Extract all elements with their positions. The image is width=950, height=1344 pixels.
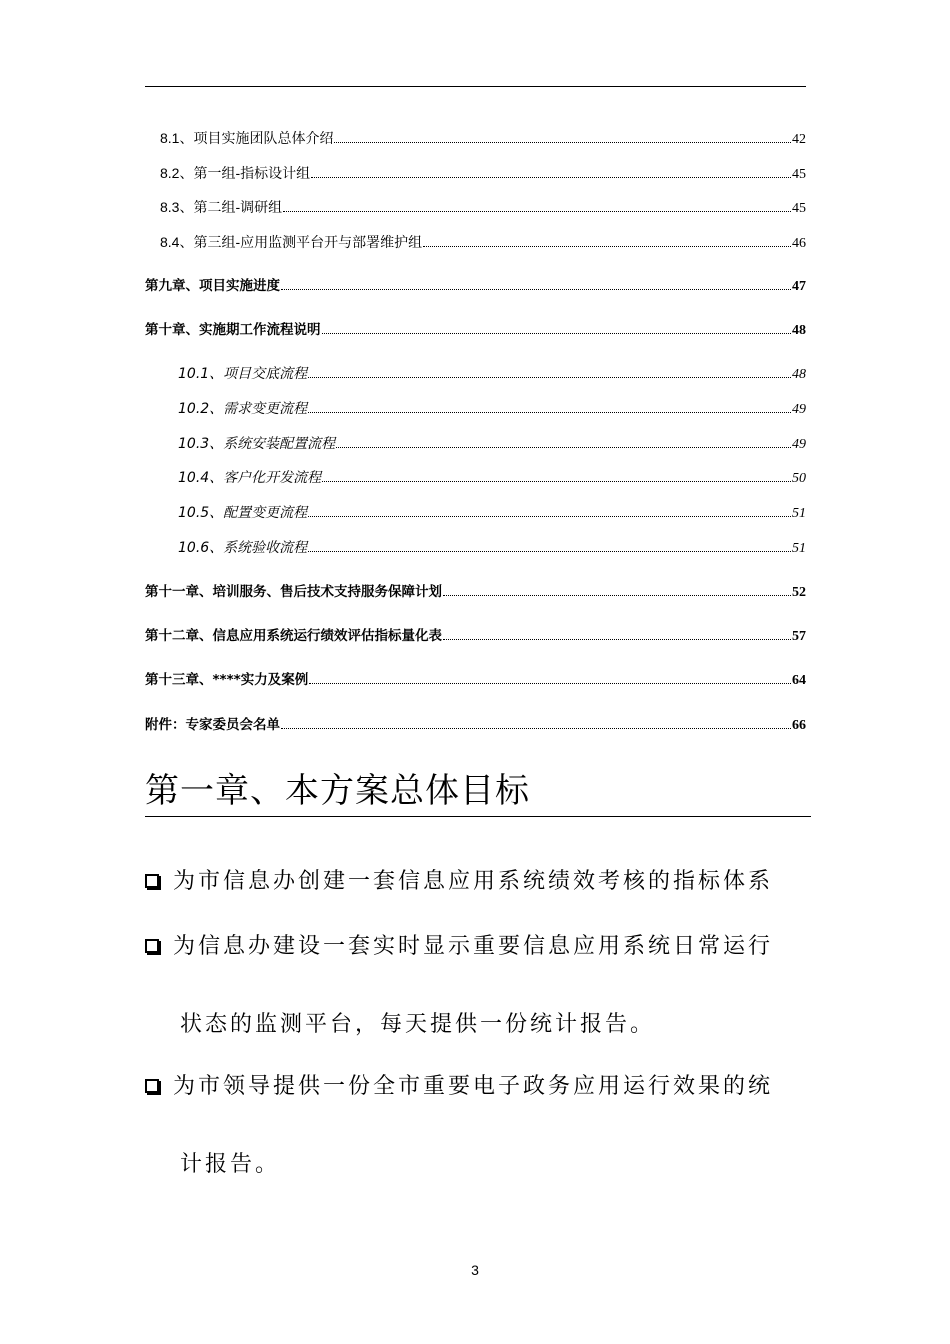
toc-entry-label: 8.4、第三组-应用监测平台开与部署维护组 [160,234,423,250]
toc-entry[interactable] [160,198,806,218]
toc-entry-page: 45 [792,201,806,216]
checkbox-icon [145,1079,159,1093]
goal-item [145,868,773,896]
toc-leader-dots [334,142,791,143]
toc-leader-dots [308,412,791,413]
toc-entry-page: 50 [792,471,806,486]
toc-entry[interactable] [178,469,806,488]
toc-entry-page: 46 [792,236,806,251]
toc-entry-chapter[interactable] [145,627,806,646]
toc-entry[interactable] [160,233,806,253]
toc-entry-label: 10.6、系统验收流程 [178,540,308,556]
chapter-title-rule [145,816,811,817]
toc-leader-dots [443,595,791,596]
toc-entry-page: 48 [792,323,806,338]
toc-leader-dots [309,683,791,684]
toc-leader-dots [281,289,791,290]
toc-entry-chapter[interactable] [145,671,806,690]
toc-leader-dots [443,639,791,640]
toc-leader-dots [283,211,791,212]
checkbox-icon [145,939,159,953]
toc-leader-dots [423,246,791,247]
toc-entry-page: 48 [792,367,806,382]
toc-entry-label: 10.1、项目交底流程 [178,366,308,382]
toc-entry-page: 42 [792,132,806,147]
toc-entry-label: 8.3、第二组-调研组 [160,199,283,215]
chapter-title: 第一章、本方案总体目标 [145,771,530,811]
goal-text-continued: 状态的监测平台，每天提供一份统计报告。 [180,1012,656,1037]
toc-leader-dots [308,377,791,378]
toc-entry-label: 8.2、第一组-指标设计组 [160,165,311,181]
toc-entry[interactable] [178,539,806,558]
toc-entry-chapter[interactable] [145,321,806,340]
toc-entry[interactable] [160,164,806,184]
toc-entry-chapter[interactable] [145,716,806,735]
toc-entry-page: 47 [792,279,806,294]
toc-entry-label: 附件：专家委员会名单 [145,717,280,733]
toc-entry-page: 52 [792,585,806,600]
toc-leader-dots [308,516,791,517]
toc-entry-page: 51 [792,506,806,521]
toc-entry-page: 66 [792,718,806,733]
toc-entry-page: 51 [792,541,806,556]
toc-entry-page: 57 [792,629,806,644]
header-rule [145,86,806,87]
page-number: 3 [471,1262,479,1278]
toc-leader-dots [281,728,791,729]
toc-entry-page: 45 [792,167,806,182]
goal-text-continued: 计报告。 [180,1152,281,1177]
goal-text: 为信息办建设一套实时显示重要信息应用系统日常运行 [173,934,774,959]
toc-entry[interactable] [178,504,806,523]
checkbox-icon [145,874,159,888]
toc-leader-dots [311,177,791,178]
toc-entry-label: 第十一章、培训服务、售后技术支持服务保障计划 [145,584,442,600]
toc-entry-label: 第九章、项目实施进度 [145,278,280,294]
toc-entry-page: 49 [792,402,806,417]
toc-leader-dots [322,333,792,334]
toc-entry-label: 10.4、客户化开发流程 [178,470,322,486]
toc-entry-label: 第十二章、信息应用系统运行绩效评估指标量化表 [145,628,442,644]
toc-leader-dots [308,551,791,552]
goal-text: 为市信息办创建一套信息应用系统绩效考核的指标体系 [173,869,774,894]
goal-text: 为市领导提供一份全市重要电子政务应用运行效果的统 [173,1074,774,1099]
goal-item [145,933,773,961]
toc-entry[interactable] [178,400,806,419]
toc-entry-page: 64 [792,673,806,688]
toc-entry-chapter[interactable] [145,583,806,602]
toc-entry-label: 10.5、配置变更流程 [178,505,308,521]
toc-leader-dots [336,447,791,448]
toc-entry[interactable] [178,365,806,384]
toc-entry-label: 第十三章、****实力及案例 [145,672,309,688]
toc-entry-label: 10.2、需求变更流程 [178,401,308,417]
toc-entry-label: 10.3、系统安装配置流程 [178,436,336,452]
toc-entry[interactable] [178,435,806,454]
toc-entry-label: 8.1、项目实施团队总体介绍 [160,130,334,146]
toc-leader-dots [322,481,791,482]
toc-entry[interactable] [160,129,806,149]
toc-entry-chapter[interactable] [145,277,806,296]
goal-item [145,1073,773,1101]
toc-entry-label: 第十章、实施期工作流程说明 [145,322,321,338]
toc-entry-page: 49 [792,437,806,452]
